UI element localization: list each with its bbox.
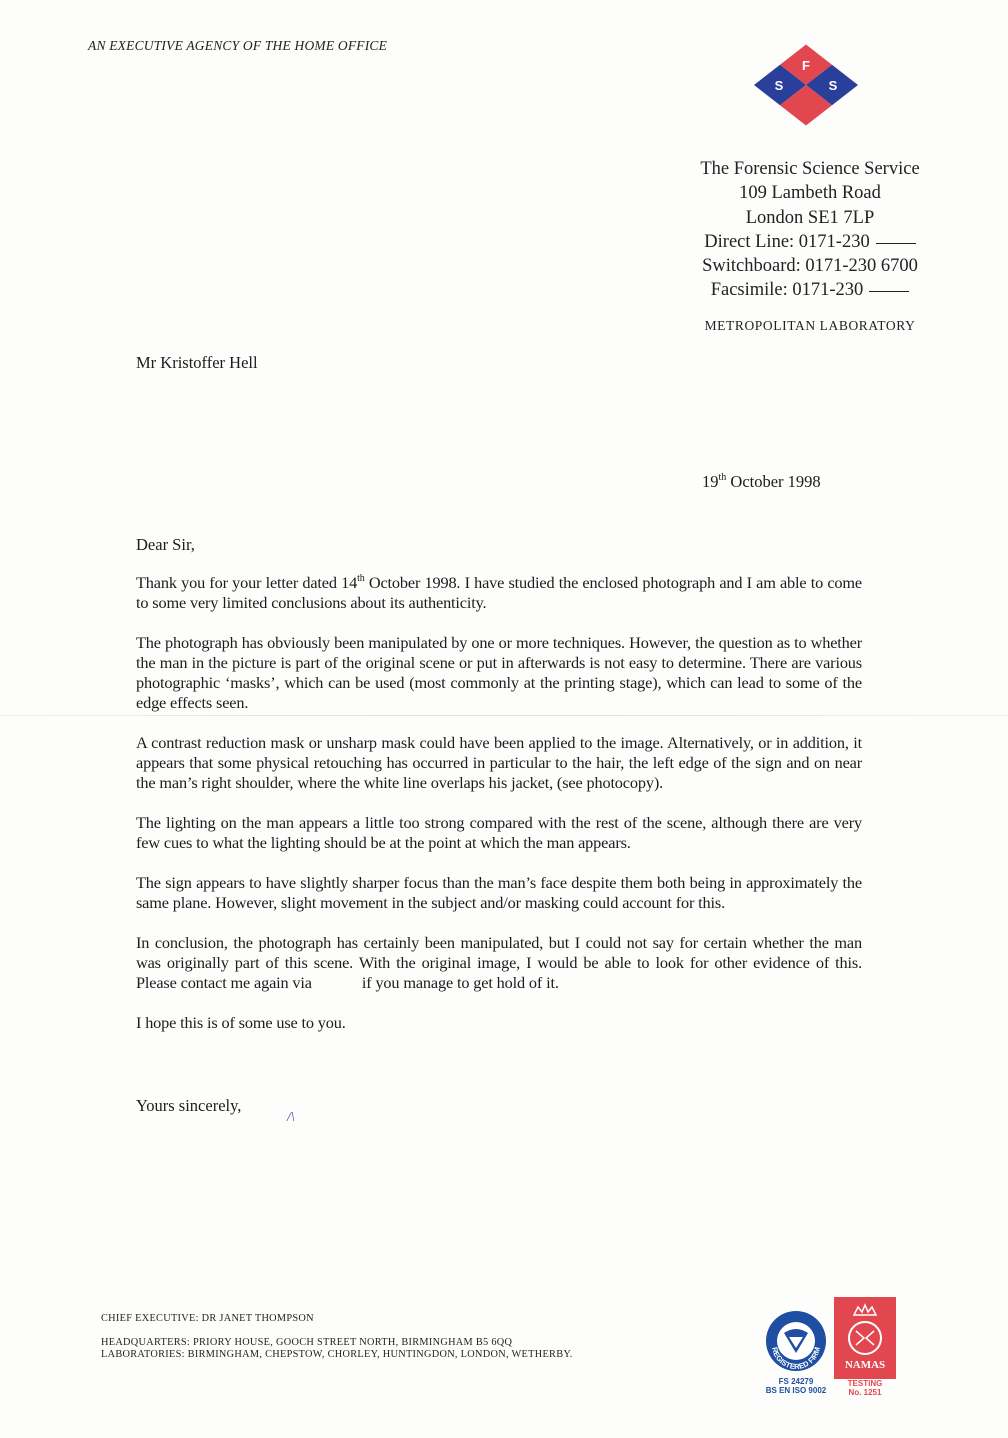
namas-caption: [834, 1379, 896, 1397]
date-rest: October 1998: [726, 472, 821, 491]
namas-icon: [834, 1297, 896, 1379]
namas-label: NAMAS: [844, 1359, 886, 1371]
namas-line-1: TESTING: [847, 1379, 883, 1388]
address-line-street: 109 Lambeth Road: [739, 183, 881, 204]
address-line-org: The Forensic Science Service: [700, 159, 920, 179]
logo-letter-f: F: [802, 58, 810, 73]
salutation: Dear Sir,: [136, 535, 195, 554]
signature-mark: /\: [287, 1110, 295, 1125]
namas-line-2: No. 1251: [848, 1388, 882, 1397]
laboratory-name: METROPOLITAN LABORATORY: [704, 317, 916, 333]
direct-line-text: Direct Line: 0171-230: [704, 231, 870, 252]
fss-logo-icon: [752, 44, 860, 126]
p1-sup: th: [357, 573, 365, 584]
blank-underline: [876, 243, 916, 244]
registered-ring-text: REGISTERED FIRM: [770, 1346, 822, 1372]
signoff: Yours sincerely,: [136, 1096, 242, 1115]
paragraph-7: I hope this is of some use to you.: [136, 1013, 346, 1032]
accreditation-badges: [762, 1297, 902, 1397]
facsimile: [640, 278, 980, 302]
switchboard: Switchboard: 0171-230 6700: [702, 256, 918, 277]
registered-firm-icon: [764, 1309, 828, 1373]
blank-underline: [869, 291, 909, 292]
registered-line-2: BS EN ISO 9002: [765, 1386, 827, 1395]
logo-letter-s-left: S: [774, 78, 784, 93]
paragraph-2: The photograph has obviously been manipulated by one or more techniques. However, the question as to whether the man in the picture is part of the original scene or put in afterwards is not easy to determine. There are various photographic ‘masks’, which can be used (most commonly at the printing stage), which can lead to some of the edge effects seen.: [136, 633, 862, 712]
recipient-name: Mr Kristoffer Hell: [136, 353, 258, 372]
paragraph-6: [136, 933, 862, 993]
registered-firm-caption: [762, 1377, 830, 1395]
address-line-city: London SE1 7LP: [745, 207, 875, 228]
logo-letter-s-right: S: [828, 78, 838, 93]
registered-line-1: FS 24279: [778, 1377, 814, 1386]
agency-line: AN EXECUTIVE AGENCY OF THE HOME OFFICE: [88, 38, 388, 53]
date-suffix: th: [718, 472, 727, 483]
p1-text-b: October 1998. I have studied the enclosed photograph and I am able to come to some very limited conclusions about its authenticity.: [136, 573, 863, 612]
chief-executive: CHIEF EXECUTIVE: DR JANET THOMPSON: [101, 1313, 314, 1324]
letter-date: [702, 472, 821, 492]
paragraph-5: The sign appears to have slightly sharper focus than the man’s face despite them both being in approximately the same plane. However, slight movement in the subject and/or masking could account for this.: [136, 873, 862, 912]
paragraph-1: [136, 573, 862, 613]
letter-body: [136, 573, 862, 1053]
facsimile-text: Facsimile: 0171-230: [710, 280, 864, 301]
p6-text-a: In conclusion, the photograph has certainly been manipulated, but I could not say for certain whether the man was originally part of this scene. With the original image, I would be able to look for other evidence of this. Please contact me again via: [136, 933, 862, 992]
p1-text-a: Thank you for your letter dated 14: [136, 573, 358, 592]
headquarters: HEADQUARTERS: PRIORY HOUSE, GOOCH STREET NORTH, BIRMINGHAM B5 6QQ: [101, 1336, 513, 1348]
sender-address: [640, 157, 980, 338]
paragraph-3: A contrast reduction mask or unsharp mask could have been applied to the image. Alternatively, or in addition, it appears that some physical retouching has occurred in particular to the hair, the left edge of the sign and on near the man’s right shoulder, where the white line overlaps his jacket, (see photocopy).: [136, 733, 862, 792]
laboratories: LABORATORIES: BIRMINGHAM, CHEPSTOW, CHORLEY, HUNTINGDON, LONDON, WETHERBY.: [101, 1349, 573, 1360]
date-day: 19: [702, 472, 719, 491]
p6-text-b: if you manage to get hold of it.: [361, 973, 559, 992]
paragraph-4: The lighting on the man appears a little too strong compared with the rest of the scene, although there are very few cues to what the lighting should be at the point at which the man appears.: [136, 813, 862, 852]
footer: [101, 1313, 573, 1362]
direct-line: [640, 230, 980, 254]
